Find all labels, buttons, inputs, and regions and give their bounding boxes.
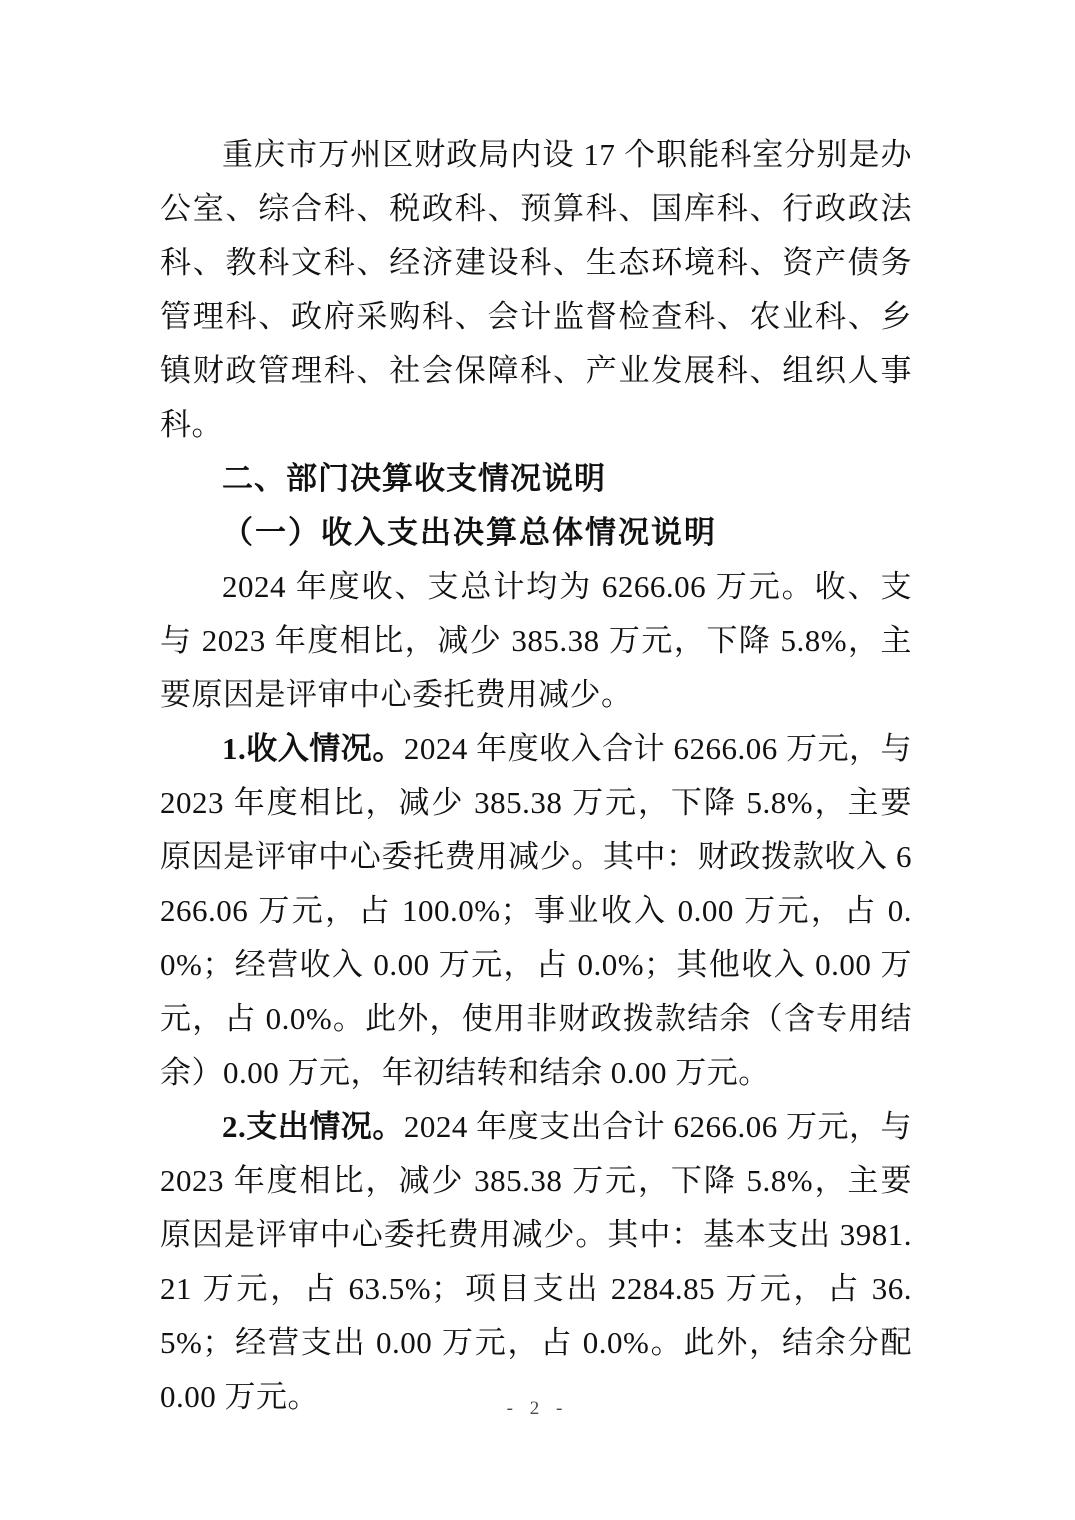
intro-paragraph: 重庆市万州区财政局内设 17 个职能科室分别是办公室、综合科、税政科、预算科、国库科、行政政法科、教科文科、经济建设科、生态环境科、资产债务管理科、政府采购科、会计监督检查科、农业科、乡镇财政管理科、社会保障科、产业发展科、组织人事科。 xyxy=(160,137,912,442)
section-heading: 二、部门决算收支情况说明 xyxy=(222,461,606,497)
expenditure-paragraph xyxy=(160,1100,912,1424)
subsection-heading: （一）收入支出决算总体情况说明 xyxy=(222,515,717,550)
page-number: - 2 - xyxy=(506,1398,569,1419)
expenditure-paragraph-lead: 2.支出情况。 xyxy=(222,1109,404,1144)
expenditure-paragraph-body: 2024 年度支出合计 6266.06 万元，与 2023 年度相比，减少 385.38 万元，下降 5.8%，主要原因是评审中心委托费用减少。其中：基本支出 3981.21 万元，占 63.5%；项目支出 2284.85 万元，占 36.5%；经营支出 0.00 万元，占 0.0%。此外，结余分配 0.00 万元。 xyxy=(160,1109,913,1414)
income-paragraph-body: 2024 年度收入合计 6266.06 万元，与 2023 年度相比，减少 385.38 万元，下降 5.8%，主要原因是评审中心委托费用减少。其中：财政拨款收入 6266.06 万元，占 100.0%；事业收入 0.00 万元，占 0.0%；经营收入 0.00 万元，占 0.0%；其他收入 0.00 万元，占 0.0%。此外，使用非财政拨款结余（含专用结余）0.00 万元，年初结转和结余 0.00 万元。 xyxy=(160,731,913,1090)
overview-paragraph: 2024 年度收、支总计均为 6266.06 万元。收、支与 2023 年度相比，减少 385.38 万元，下降 5.8%，主要原因是评审中心委托费用减少。 xyxy=(160,569,912,712)
income-paragraph-lead: 1.收入情况。 xyxy=(222,731,404,766)
document-body xyxy=(160,128,912,1424)
income-paragraph xyxy=(160,722,912,1100)
